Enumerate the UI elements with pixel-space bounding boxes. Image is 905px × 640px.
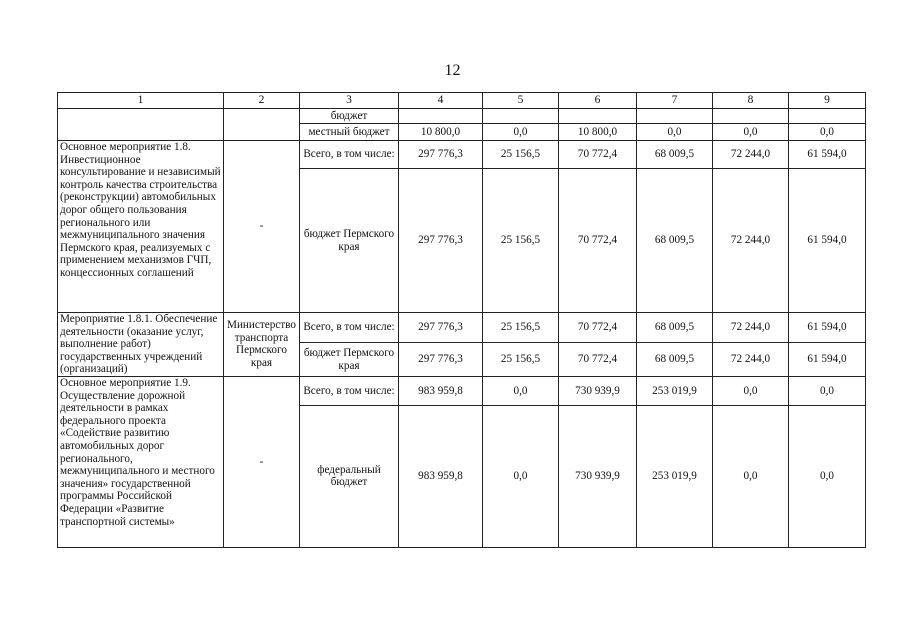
value-cell: 72 244,0 [713, 313, 789, 343]
value-cell: 297 776,3 [399, 343, 483, 377]
value-cell: 0,0 [789, 376, 866, 405]
value-cell: 25 156,5 [483, 313, 559, 343]
funding-source: Всего, в том числе: [300, 313, 399, 343]
value-cell: 61 594,0 [789, 343, 866, 377]
value-cell [399, 109, 483, 124]
header-cell: 7 [637, 93, 713, 109]
funding-source: местный бюджет [300, 124, 399, 141]
value-cell: 297 776,3 [399, 313, 483, 343]
value-cell: 68 009,5 [637, 343, 713, 377]
value-cell: 730 939,9 [559, 376, 637, 405]
value-cell [483, 109, 559, 124]
value-cell: 72 244,0 [713, 141, 789, 169]
header-cell: 8 [713, 93, 789, 109]
value-cell: 253 019,9 [637, 376, 713, 405]
value-cell: 68 009,5 [637, 141, 713, 169]
table-row [58, 141, 866, 169]
table-row [58, 109, 866, 124]
header-cell: 5 [483, 93, 559, 109]
value-cell [789, 109, 866, 124]
header-cell: 1 [58, 93, 224, 109]
funding-source: бюджет [300, 109, 399, 124]
value-cell: 10 800,0 [399, 124, 483, 141]
value-cell: 0,0 [483, 376, 559, 405]
header-cell: 4 [399, 93, 483, 109]
value-cell: 253 019,9 [637, 405, 713, 547]
funding-source: федеральный бюджет [300, 405, 399, 547]
value-cell [713, 109, 789, 124]
executor-cell: - [224, 376, 300, 547]
executor-cell: Министерство транспорта Пермского края [224, 313, 300, 377]
value-cell: 68 009,5 [637, 313, 713, 343]
value-cell: 297 776,3 [399, 141, 483, 169]
funding-source: Всего, в том числе: [300, 376, 399, 405]
value-cell: 70 772,4 [559, 141, 637, 169]
executor-cell: - [224, 141, 300, 313]
value-cell: 25 156,5 [483, 169, 559, 313]
value-cell: 0,0 [713, 124, 789, 141]
executor-cell [224, 109, 300, 141]
description-cell [58, 109, 224, 141]
header-cell: 9 [789, 93, 866, 109]
value-cell: 10 800,0 [559, 124, 637, 141]
value-cell: 70 772,4 [559, 169, 637, 313]
value-cell: 297 776,3 [399, 169, 483, 313]
value-cell: 25 156,5 [483, 343, 559, 377]
value-cell: 0,0 [713, 376, 789, 405]
value-cell: 25 156,5 [483, 141, 559, 169]
value-cell: 72 244,0 [713, 343, 789, 377]
description-cell: Основное мероприятие 1.8. Инвестиционное консультирование и независимый контроль качества строительства (реконструкции) автомобильных дорог общего пользования регионального или межмуниципального значения Пермского края, реализуемых с применением механизмов ГЧП, концессионных соглашений [58, 141, 224, 313]
value-cell: 61 594,0 [789, 169, 866, 313]
header-cell: 2 [224, 93, 300, 109]
value-cell: 70 772,4 [559, 313, 637, 343]
value-cell: 68 009,5 [637, 169, 713, 313]
header-cell: 6 [559, 93, 637, 109]
value-cell: 0,0 [713, 405, 789, 547]
value-cell: 0,0 [483, 405, 559, 547]
value-cell [637, 109, 713, 124]
value-cell: 0,0 [483, 124, 559, 141]
value-cell: 730 939,9 [559, 405, 637, 547]
description-cell: Основное мероприятие 1.9. Осуществление дорожной деятельности в рамках федерального проекта «Содействие развитию автомобильных дорог регионального, межмуниципального и местного значения» государственной программы Российской Федерации «Развитие транспортной системы» [58, 376, 224, 547]
value-cell: 983 959,8 [399, 376, 483, 405]
value-cell: 983 959,8 [399, 405, 483, 547]
header-row [58, 93, 866, 109]
page-number: 12 [444, 62, 461, 79]
value-cell: 61 594,0 [789, 313, 866, 343]
description-cell: Мероприятие 1.8.1. Обеспечение деятельности (оказание услуг, выполнение работ) государственных учреждений (организаций) [58, 313, 224, 377]
value-cell: 70 772,4 [559, 343, 637, 377]
value-cell [559, 109, 637, 124]
value-cell: 0,0 [637, 124, 713, 141]
funding-source: бюджет Пермского края [300, 343, 399, 377]
table-row [58, 376, 866, 405]
value-cell: 61 594,0 [789, 141, 866, 169]
value-cell: 0,0 [789, 124, 866, 141]
table-row [58, 313, 866, 343]
funding-source: Всего, в том числе: [300, 141, 399, 169]
value-cell: 0,0 [789, 405, 866, 547]
header-cell: 3 [300, 93, 399, 109]
funding-source: бюджет Пермского края [300, 169, 399, 313]
value-cell: 72 244,0 [713, 169, 789, 313]
budget-table [57, 92, 866, 548]
